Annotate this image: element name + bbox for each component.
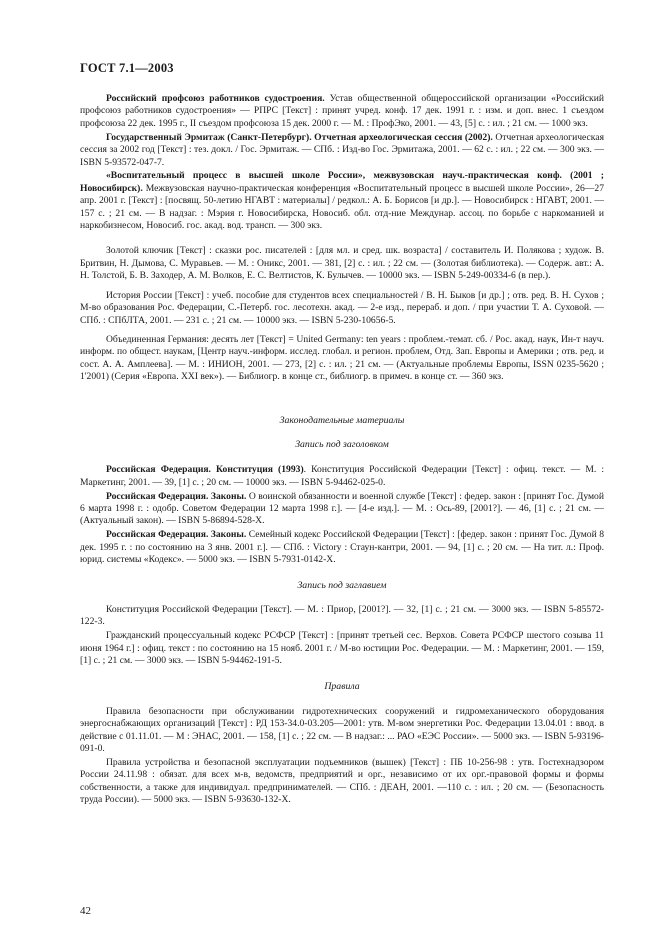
- entry-text: Гражданский процессуальный кодекс РСФСР [Текст] : [принят третьей сес. Верхов. Совета РСФСР шестого созыва 11 июня 1964 г.] : офиц. текст : по состоянию на 15 нояб. 2001 г. / М-во юстиции Рос. Федерации. — М. : Маркетинг, 2001. — 159, [1] с. ; 21 см. — 3000 экз. — ISBN 5-94462-191-5.: [80, 630, 604, 667]
- entry-text: Конституция Российской Федерации [Текст]. — М. : Приор, [2001?]. — 32, [1] с. ; 21 см. — 3000 экз. — ISBN 5-85572-122-3.: [80, 604, 604, 628]
- entry-heading: Российская Федерация. Конституция (1993): [106, 464, 304, 476]
- bib-entry: [80, 334, 604, 384]
- bib-entry: [80, 464, 604, 489]
- section-heading-legislative: Законодательные материалы: [279, 414, 405, 426]
- entry-text: . Конституция Российской Федерации [Текст] : офиц. текст. — М. : Маркетинг, 2001. — 39, [1] с. ; 20 см. — 10000 экз. — ISBN 5-94462-025-0.: [80, 464, 604, 488]
- bib-entry: [80, 706, 604, 756]
- bib-entry: [80, 132, 604, 169]
- bibliography-content: [80, 93, 604, 808]
- bib-entry: [80, 491, 604, 528]
- section-heading-by-heading: Запись под заголовком: [295, 438, 389, 450]
- bib-entry: [80, 529, 604, 566]
- entry-heading: Российский профсоюз работников судостроения.: [106, 93, 325, 104]
- entry-text: Правила устройства и безопасной эксплуатации подъемников (вышек) [Текст] : ПБ 10-256-98 : утв. Гостехнадзором России 24.11.98 : обязат. для всех м-в, ведомств, предприятий и орг., независимо от их орг.-правовой формы и формы собственности, а также для индивидуал. предпринимателей. — СПб. : ДЕАН, 2001. —110 с. : ил. ; 20 см. — (Безопасность труда России). — 5000 экз. — ISBN 5-93630-132-X.: [80, 757, 604, 806]
- entry-text: История России [Текст] : учеб. пособие для студентов всех специальностей / В. Н. Быков [и др.] ; отв. ред. В. Н. Сухов ; М-во образования Рос. Федерации, С.-Петерб. гос. лесотехн. акад. — 2-е изд., перераб. и доп. / при участии Т. А. Суховой. — СПб. : СПбЛТА, 2001. — 231 с. ; 21 см. — 10000 экз. — ISBN 5-230-10656-5.: [80, 289, 604, 326]
- bib-entry: [80, 630, 604, 667]
- entry-text: Устав общественной общероссийской организации «Российский профсоюз работников судостроения» — РПРС [Текст] : принят учред. конф. 17 дек. 1991 г. : изм. и доп. внес. 1 съездом профсоюза 22 дек. 1995 г., II съездом профсоюза 15 дек. 2000 г. — М. : ПрофЭко, 2001. — 43, [5] с. : ил. ; 21 см. — 1000 экз.: [80, 93, 604, 129]
- bib-entry: [80, 245, 604, 282]
- entry-text: Семейный кодекс Российской Федерации [Текст] : [федер. закон : принят Гос. Думой 8 дек. 1995 г. : по состоянию на 3 янв. 2001 г.]. — СПб. : Victory : Стаун-кантри, 2001. — 94, [1] с. ; 20 см. — На тит. л.: Проф. юрид. системы «Кодекс». — 5000 экз. — ISBN 5-7931-0142-X.: [80, 529, 604, 566]
- entry-text: Объединенная Германия: десять лет [Текст] = United Germany: ten years : проблем.-темат. сб. / Рос. акад. наук, Ин-т науч. информ. по общест. наукам, [Центр науч.-информ. исслед. глобал. и регион. проблем, Отд. Зап. Европы и Америки ; отв. ред. и сост. А. А. Амплеева]. — М. : ИНИОН, 2001. — 273, [2] с. : ил. ; 21 см. — (Актуальные проблемы Европы, ISSN 0235-5620 ; 1'2001) (Серия «Европа. XXI век»). — Библиогр. в конце ст., библиогр. в примеч. в конце ст. — 360 экз.: [80, 333, 604, 383]
- bib-entry: [80, 170, 604, 232]
- document-header: ГОСТ 7.1—2003: [80, 61, 174, 75]
- section-heading-rules: Правила: [324, 680, 360, 692]
- page-number: 42: [80, 905, 91, 917]
- entry-text: О воинской обязанности и военной службе [Текст] : федер. закон : [принят Гос. Думой 6 марта 1998 г. : одобр. Советом Федерации 12 марта 1998 г.]. — [4-е изд.]. — М. : Ось-89, [2001?]. — 46, [1] с. ; 21 см. — (Актуальный закон). — ISBN 5-86894-528-X.: [80, 490, 604, 527]
- entry-text: Отчетная археологическая сессия за 2002 год [Текст] : тез. докл. / Гос. Эрмитаж. — СПб. : Изд-во Гос. Эрмитажа, 2001. — 62 с. : ил. ; 22 см. — 300 экз. — ISBN 5-93572-047-7.: [80, 131, 604, 168]
- entry-heading: Государственный Эрмитаж (Санкт-Петербург). Отчетная археологическая сессия (2002).: [106, 131, 493, 143]
- entry-text: Правила безопасности при обслуживании гидротехнических сооружений и гидромеханического оборудования энергоснабжающих организаций [Текст] : РД 153-34.0-03.205—2001: утв. М-вом энергетики Рос. Федерации 13.04.01 : ввод. в действие с 01.11.01. — М : ЭНАС, 2001. — 158, [1] с. ; 22 см. — В надзаг.: ... РАО «ЕЭС России». — 5000 экз. — ISBN 5-93196-091-0.: [80, 705, 604, 755]
- entry-heading: «Воспитательный процесс в высшей школе России», межвузовская науч.-практическая конф. (2001 ; Новосибирск).: [80, 170, 604, 194]
- entry-heading: Российская Федерация. Законы.: [106, 529, 247, 541]
- bib-entry: [80, 604, 604, 629]
- bib-entry: [80, 757, 604, 807]
- entry-text: Золотой ключик [Текст] : сказки рос. писателей : [для мл. и сред. шк. возраста] / составитель И. Полякова ; худож. В. Бритвин, Н. Дымова, С. Муравьев. — М. : Оникс, 2001. — 381, [2] с. : ил. ; 22 см. — (Золотая библиотека). — Содерж. авт.: А. Н. Толстой, Б. В. Заходер, А. М. Волков, Е. С. Велтистов, К. Булычев. — 10000 экз. — ISBN 5-249-00334-6 (в пер.).: [80, 245, 604, 282]
- entry-text: Межвузовская научно-практическая конференция «Воспитательный процесс в высшей школе России», 26—27 апр. 2001 г. [Текст] : [посвящ. 50-летию НГАВТ : материалы] / редкол.: А. Б. Борисов [и др.]. — Новосибирск : НГАВТ, 2001. — 157 с. ; 21 см. — В надзаг. : Мэрия г. Новосибирска, Новосиб. обл. отд-ние Междунар. ассоц. по борьбе с наркоманией и наркобизнесом, Новосиб. гос. акад. вод. трансп. — 300 экз.: [80, 182, 604, 232]
- bib-entry: [80, 93, 604, 130]
- section-heading-by-title: Запись под заглавием: [297, 579, 387, 591]
- entry-heading: Российская Федерация. Законы.: [106, 490, 247, 502]
- bib-entry: [80, 290, 604, 327]
